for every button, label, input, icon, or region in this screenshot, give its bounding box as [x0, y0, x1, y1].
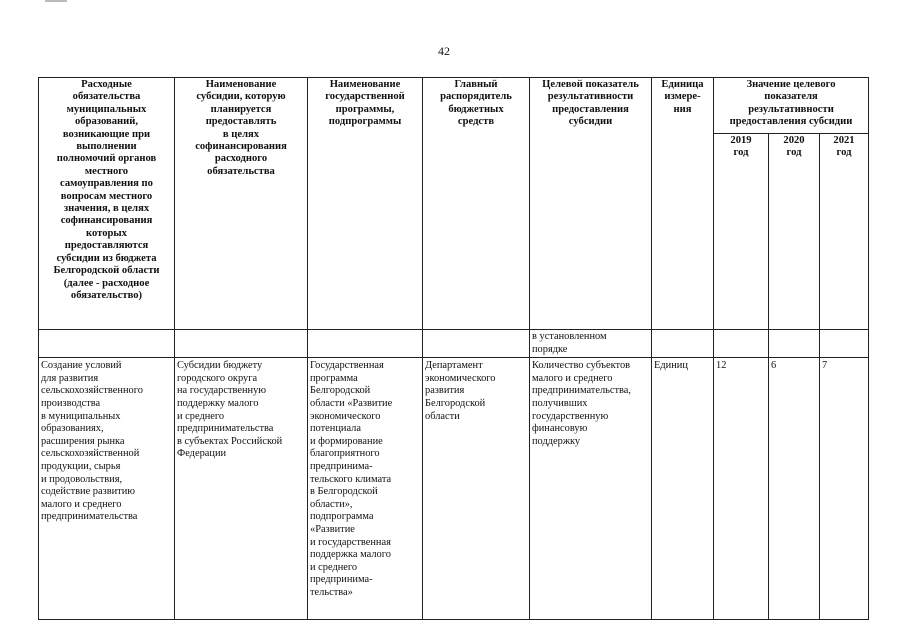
cell-unit: Единиц	[652, 358, 714, 620]
page-number: 42	[438, 44, 450, 58]
continuation-text: в установленном порядке	[530, 330, 652, 358]
header-year-2020: 2020 год	[769, 134, 820, 330]
cell-value-2021: 7	[820, 358, 869, 620]
header-year-2019: 2019 год	[714, 134, 769, 330]
table-cell	[175, 330, 308, 358]
header-subsidy-name: Наименование субсидии, которую планируется предоставлять в целях софинансирования расходного обязательства	[175, 78, 308, 330]
cell-expense-obligation: Создание условий для развития сельскохозяйственного производства в муниципальных образованиях, расширения рынка сельскохозяйственной продукции, сырья и продовольствия, содействие развитию малого и среднего предпринимательства	[39, 358, 175, 620]
cell-value-2019: 12	[714, 358, 769, 620]
header-year-2021: 2021 год	[820, 134, 869, 330]
cell-program-name: Государственная программа Белгородской области «Развитие экономического потенциала и формирование благоприятного предпринима- тельского климата в Белгородской области», подпрограмма «Развитие и государственная поддержка малого и среднего предпринима- тельства»	[308, 358, 423, 620]
table-cell	[39, 330, 175, 358]
table-cell	[820, 330, 869, 358]
table-row	[39, 358, 869, 620]
cell-value-2020: 6	[769, 358, 820, 620]
header-target-value: Значение целевого показателя результативности предоставления субсидии	[714, 78, 869, 134]
table-cell	[769, 330, 820, 358]
table-cell	[652, 330, 714, 358]
header-unit: Единица измере- ния	[652, 78, 714, 330]
table-cell	[714, 330, 769, 358]
subsidy-table	[38, 77, 869, 620]
header-chief-administrator: Главный распорядитель бюджетных средств	[423, 78, 530, 330]
table-cell	[308, 330, 423, 358]
cell-target-indicator: Количество субъектов малого и среднего предпринимательства, получивших государственную финансовую поддержку	[530, 358, 652, 620]
header-target-indicator: Целевой показатель результативности предоставления субсидии	[530, 78, 652, 330]
table-row-continuation	[39, 330, 869, 358]
scan-mark	[45, 0, 67, 2]
header-program-name: Наименование государственной программы, подпрограммы	[308, 78, 423, 330]
table-cell	[423, 330, 530, 358]
header-expense-obligations: Расходные обязательства муниципальных образований, возникающие при выполнении полномочий органов местного самоуправления по вопросам местного значения, в целях софинансирования которых предоставляются субсидии из бюджета Белгородской области (далее - расходное обязательство)	[39, 78, 175, 330]
cell-chief-administrator: Департамент экономического развития Белгородской области	[423, 358, 530, 620]
cell-subsidy-name: Субсидии бюджету городского округа на государственную поддержку малого и среднего предпринимательства в субъектах Российской Федерации	[175, 358, 308, 620]
